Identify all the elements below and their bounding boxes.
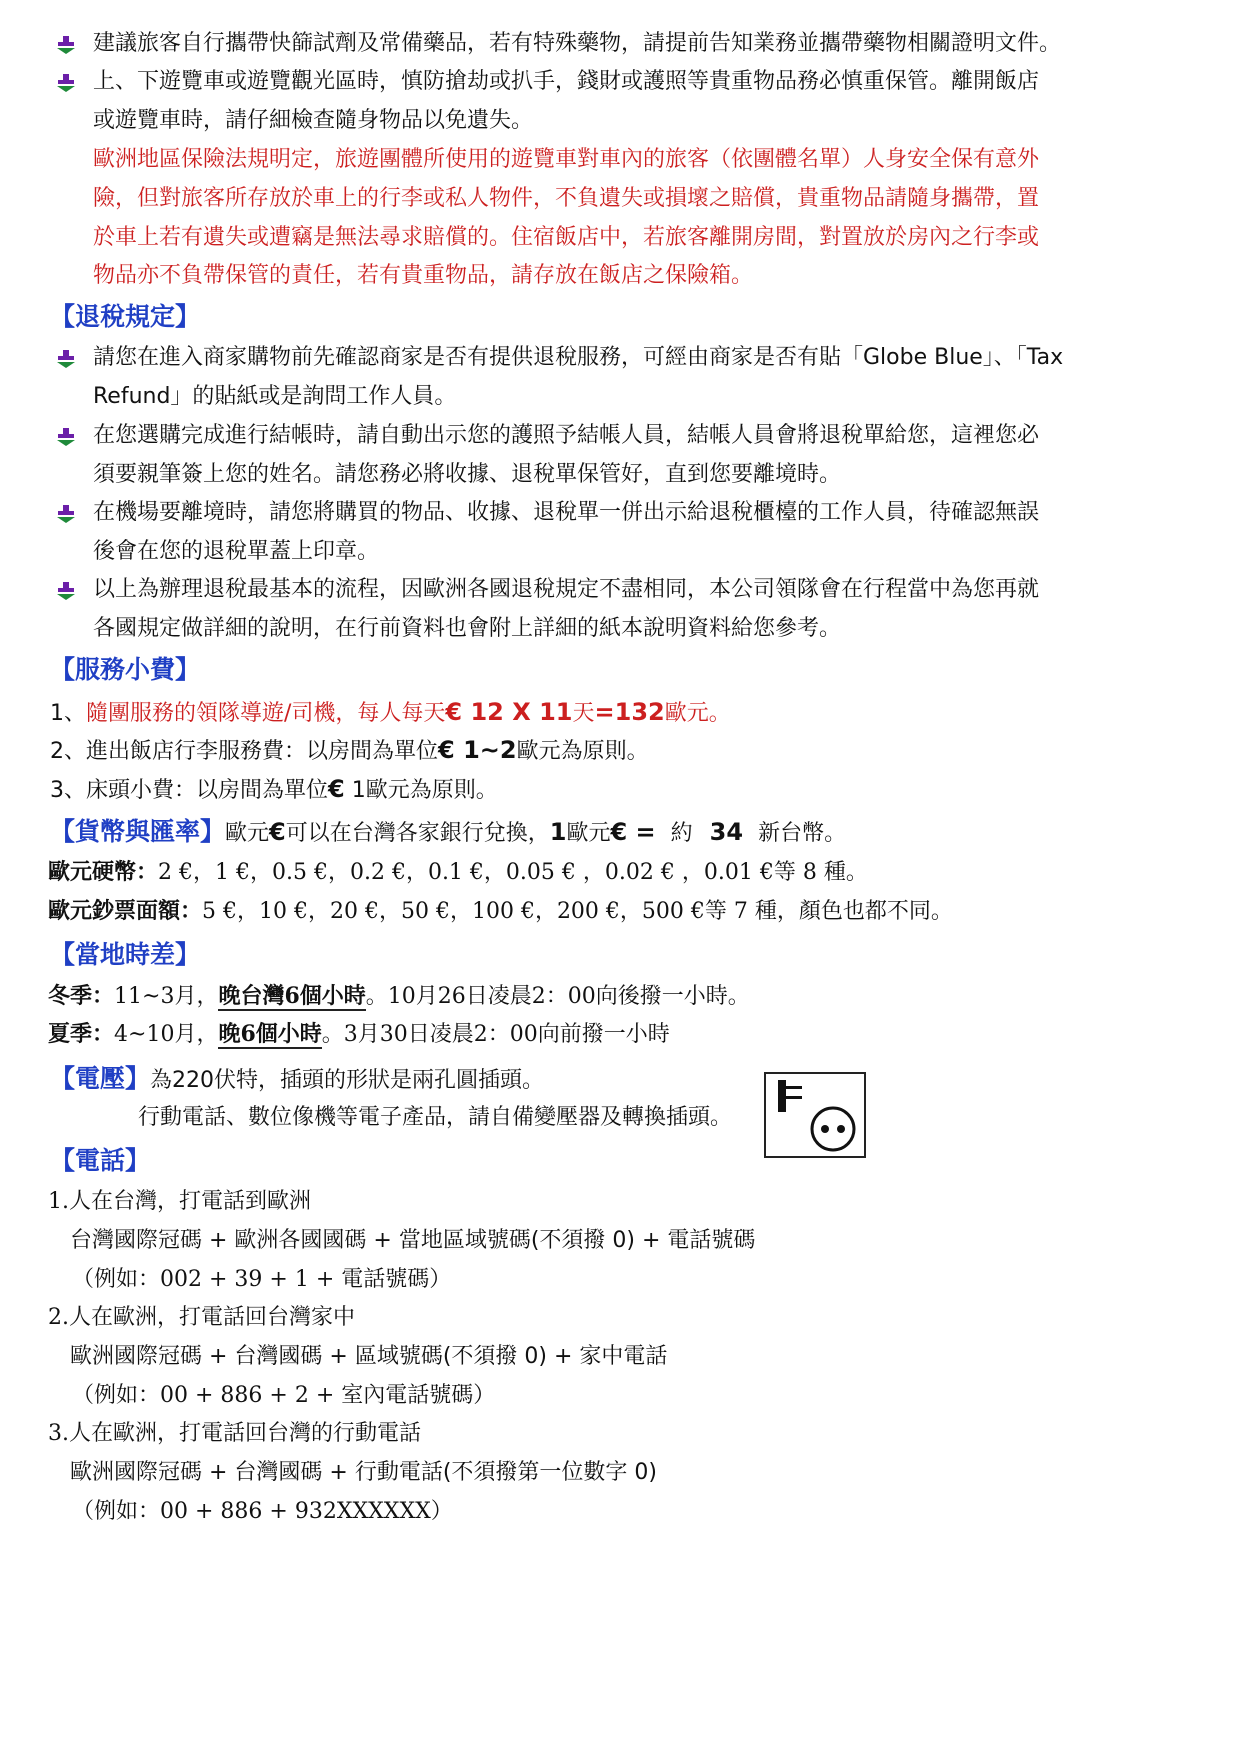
phone-case-1-formula: 台灣國際冠碼 + 歐洲各國國碼 + 當地區域號碼(不須撥 0) + 電話號碼	[70, 1228, 756, 1253]
phone-case-2-title: 2.人在歐洲，打電話回台灣家中	[48, 1305, 355, 1330]
winter-note: 。10月26日凌晨2：00向後撥一小時。	[365, 984, 750, 1009]
plus-arrow-bullet-icon	[55, 72, 77, 94]
warning-line-2: 險，但對旅客所存放於車上的行李或私人物件，不負遺失或損壞之賠償，貴重物品請隨身攜帶，置	[93, 186, 1040, 211]
intro-paragraph-2-line-2: 或遊覽車時，請仔細檢查隨身物品以免遺失。	[93, 108, 534, 133]
winter-label: 冬季：	[48, 984, 115, 1009]
plus-arrow-bullet-icon	[55, 426, 77, 448]
currency-rate: 34	[709, 818, 744, 846]
tax-bullet-1-line-2: Refund」的貼紙或是詢問工作人員。	[93, 384, 457, 409]
plus-arrow-bullet-icon	[55, 34, 77, 56]
tax-refund-heading: 【退稅規定】	[50, 302, 201, 331]
warning-line-4: 物品亦不負帶保管的責任，若有貴重物品，請存放在飯店之保險箱。	[93, 263, 754, 288]
time-difference-heading: 【當地時差】	[50, 940, 201, 969]
tax-bullet-3-line-1: 在機場要離境時，請您將購買的物品、收據、退稅單一併出示給退稅櫃檯的工作人員，待確認無誤	[93, 500, 1040, 525]
warning-line-1: 歐洲地區保險法規明定，旅遊團體所使用的遊覽車對車內的旅客（依團體名單）人身安全保有意外	[93, 147, 1040, 172]
phone-case-3-example: （例如：00 + 886 + 932XXXXXX）	[72, 1499, 453, 1524]
plus-arrow-bullet-icon	[55, 503, 77, 525]
tips-item-1-unit: 歐元。	[664, 701, 731, 726]
currency-heading: 【貨幣與匯率】	[50, 817, 226, 846]
tips-item-1-number: 1、	[50, 701, 86, 726]
tax-bullet-2-line-1: 在您選購完成進行結帳時，請自動出示您的護照予結帳人員，結帳人員會將退稅單給您，這裡您必	[93, 423, 1040, 448]
summer-range: 4~10月，	[114, 1022, 219, 1047]
two-pin-round-plug-icon	[764, 1072, 866, 1158]
phone-case-1-example: （例如：002 + 39 + 1 + 電話號碼）	[72, 1267, 452, 1292]
winter-range: 11~3月，	[114, 984, 219, 1009]
currency-approx: 約	[670, 821, 693, 846]
tips-item-2-amount: € 1~2	[438, 736, 517, 764]
tips-item-2	[50, 736, 649, 766]
tips-item-3-amount: €	[328, 775, 345, 803]
plus-arrow-bullet-icon	[55, 348, 77, 370]
euro-notes-text: 5 €，10 €，20 €，50 €，100 €，200 €，500 €等 7 種，顏色也都不同。	[202, 899, 953, 924]
summer-time-line	[48, 1020, 670, 1049]
tax-bullet-1-line-1: 請您在進入商家購物前先確認商家是否有提供退稅服務，可經由商家是否有貼「Globe Blue」、「Tax	[93, 345, 1064, 370]
summer-diff: 晚6個小時	[218, 1021, 322, 1047]
intro-paragraph-1: 建議旅客自行攜帶快篩試劑及常備藥品，若有特殊藥物，請提前告知業務並攜帶藥物相關證明文件。	[93, 31, 1062, 56]
voltage-line	[50, 1064, 544, 1095]
tips-item-3-unit: 1歐元為原則。	[344, 778, 498, 803]
phone-case-2-formula: 歐洲國際冠碼 + 台灣國碼 + 區域號碼(不須撥 0) + 家中電話	[70, 1344, 668, 1369]
tips-item-1-days: 天	[572, 701, 595, 726]
euro-notes-label: 歐元鈔票面額：	[48, 899, 203, 924]
tax-bullet-3-line-2: 後會在您的退稅單蓋上印章。	[93, 539, 380, 564]
tips-item-1-total: =132	[594, 698, 665, 726]
phone-case-3-title: 3.人在歐洲，打電話回台灣的行動電話	[48, 1421, 421, 1446]
summer-label: 夏季：	[48, 1022, 115, 1047]
phone-case-2-example: （例如：00 + 886 + 2 + 室內電話號碼）	[72, 1383, 496, 1408]
voltage-text-2: 行動電話、數位像機等電子產品，請自備變壓器及轉換插頭。	[138, 1105, 733, 1130]
voltage-heading: 【電壓】	[50, 1064, 151, 1093]
tips-item-3-number: 3、	[50, 778, 86, 803]
tax-bullet-2-line-2: 須要親筆簽上您的姓名。請您務必將收據、退稅單保管好，直到您要離境時。	[93, 462, 842, 487]
tips-item-2-number: 2、	[50, 739, 86, 764]
euro-coins-label: 歐元硬幣：	[48, 860, 159, 885]
tax-bullet-4-line-1: 以上為辦理退稅最基本的流程，因歐洲各國退稅規定不盡相同，本公司領隊會在行程當中為您再就	[93, 577, 1040, 602]
phone-case-3-formula: 歐洲國際冠碼 + 台灣國碼 + 行動電話(不須撥第一位數字 0)	[70, 1460, 657, 1485]
euro-notes-line	[48, 898, 953, 926]
winter-time-line	[48, 982, 750, 1011]
tips-item-2-text: 進出飯店行李服務費：以房間為單位	[86, 739, 439, 764]
tax-bullet-4-line-2: 各國規定做詳細的說明，在行前資料也會附上詳細的紙本說明資料給您參考。	[93, 616, 842, 641]
currency-ntd: 新台幣。	[758, 821, 847, 846]
currency-text-2: 可以在台灣各家銀行兌換，	[285, 821, 550, 846]
euro-coins-text: 2 €，1 €，0.5 €，0.2 €，0.1 €，0.05 € ，0.02 € ，0.01 €等 8 種。	[158, 860, 868, 885]
tips-item-3	[50, 775, 498, 805]
voltage-text-1: 為220伏特，插頭的形狀是兩孔圓插頭。	[150, 1068, 545, 1093]
phone-case-1-title: 1.人在台灣，打電話到歐洲	[48, 1189, 311, 1214]
tips-item-2-unit: 歐元為原則。	[516, 739, 649, 764]
tips-item-1-text: 隨團服務的領隊導遊/司機，每人每天	[86, 701, 446, 726]
currency-equals: € =	[610, 818, 656, 846]
tips-item-1-amount: € 12 X 11	[445, 698, 573, 726]
warning-line-3: 於車上若有遺失或遭竊是無法尋求賠償的。住宿飯店中，若旅客離開房間，對置放於房內之行李或	[93, 225, 1040, 250]
currency-one: 1	[549, 818, 567, 846]
service-tips-heading: 【服務小費】	[50, 655, 201, 684]
intro-paragraph-2-line-1: 上、下遊覽車或遊覽觀光區時，慎防搶劫或扒手，錢財或護照等貴重物品務必慎重保管。離開飯店	[93, 69, 1040, 94]
currency-text-3: 歐元	[566, 821, 611, 846]
currency-line	[50, 817, 846, 848]
currency-text-1: 歐元	[225, 821, 270, 846]
euro-coins-line	[48, 859, 868, 887]
tips-item-1	[50, 698, 731, 728]
tips-item-3-text: 床頭小費：以房間為單位	[86, 778, 329, 803]
winter-diff: 晚台灣6個小時	[218, 983, 366, 1009]
phone-heading: 【電話】	[50, 1146, 151, 1175]
summer-note: 。3月30日凌晨2：00向前撥一小時	[321, 1022, 670, 1047]
currency-euro-sign: €	[269, 818, 286, 846]
plus-arrow-bullet-icon	[55, 580, 77, 602]
